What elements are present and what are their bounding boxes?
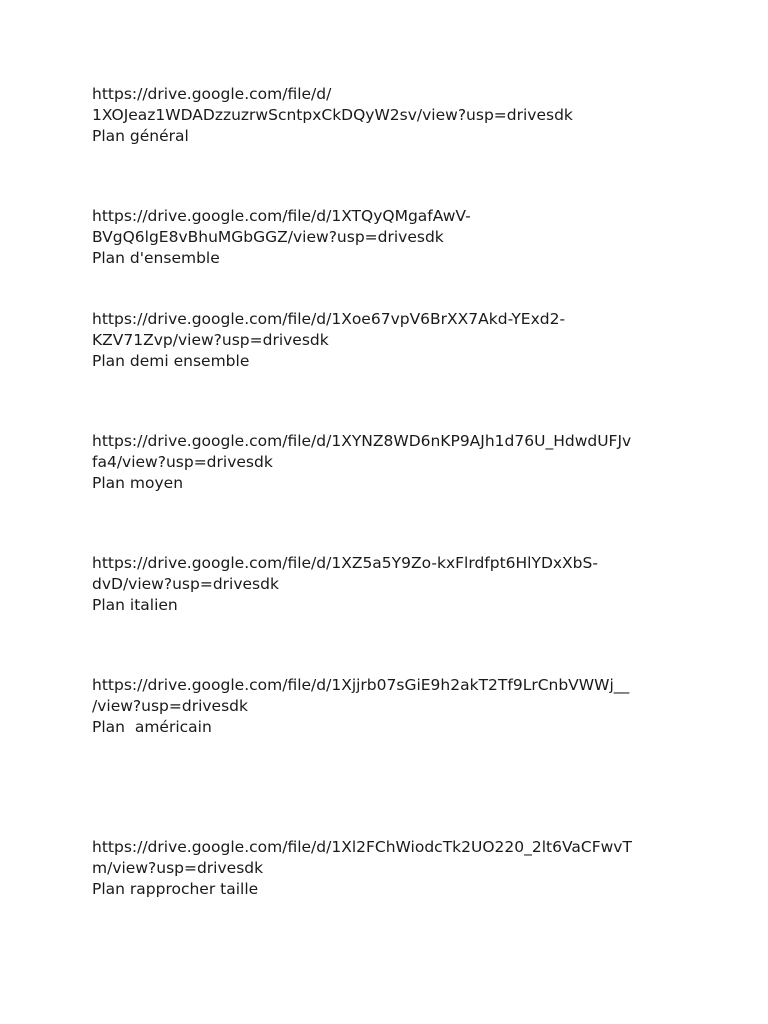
entry-plan-americain xyxy=(92,675,692,738)
shot-label: Plan d'ensemble xyxy=(92,249,220,267)
link-line: m/view?usp=drivesdk xyxy=(92,859,264,877)
link-line: 1XOJeaz1WDADzzuzrwScntpxCkDQyW2sv/view?usp=drivesdk xyxy=(92,106,573,124)
shot-label: Plan général xyxy=(92,127,189,145)
link-line: https://drive.google.com/file/d/1XZ5a5Y9Zo-kxFlrdfpt6HlYDxXbS- xyxy=(92,554,598,572)
shot-label: Plan américain xyxy=(92,718,212,736)
entry-plan-ensemble xyxy=(92,206,692,269)
entry-plan-italien xyxy=(92,553,692,616)
drive-link[interactable] xyxy=(92,837,692,879)
link-line: https://drive.google.com/file/d/1XYNZ8WD6nKP9AJh1d76U_HdwdUFJv xyxy=(92,432,632,450)
entry-plan-demi-ensemble xyxy=(92,309,692,372)
link-line: https://drive.google.com/file/d/ xyxy=(92,85,332,103)
shot-label: Plan italien xyxy=(92,596,178,614)
link-line: https://drive.google.com/file/d/1Xoe67vpV6BrXX7Akd-YExd2- xyxy=(92,310,566,328)
entry-plan-general xyxy=(92,84,692,147)
shot-label: Plan demi ensemble xyxy=(92,352,250,370)
link-line: KZV71Zvp/view?usp=drivesdk xyxy=(92,331,329,349)
shot-label: Plan moyen xyxy=(92,474,184,492)
link-line: /view?usp=drivesdk xyxy=(92,697,248,715)
entry-plan-rapprocher-taille xyxy=(92,837,692,900)
drive-link[interactable] xyxy=(92,84,692,126)
link-line: https://drive.google.com/file/d/1Xl2FChWiodcTk2UO220_2lt6VaCFwvT xyxy=(92,838,632,856)
drive-link[interactable] xyxy=(92,431,692,473)
drive-link[interactable] xyxy=(92,206,692,248)
entry-plan-moyen xyxy=(92,431,692,494)
link-line: fa4/view?usp=drivesdk xyxy=(92,453,273,471)
link-line: dvD/view?usp=drivesdk xyxy=(92,575,279,593)
link-line: https://drive.google.com/file/d/1XTQyQMgafAwV- xyxy=(92,207,471,225)
drive-link[interactable] xyxy=(92,553,692,595)
link-line: BVgQ6lgE8vBhuMGbGGZ/view?usp=drivesdk xyxy=(92,228,444,246)
drive-link[interactable] xyxy=(92,675,692,717)
shot-label: Plan rapprocher taille xyxy=(92,880,259,898)
drive-link[interactable] xyxy=(92,309,692,351)
link-line: https://drive.google.com/file/d/1Xjjrb07sGiE9h2akT2Tf9LrCnbVWWj__ xyxy=(92,676,630,694)
